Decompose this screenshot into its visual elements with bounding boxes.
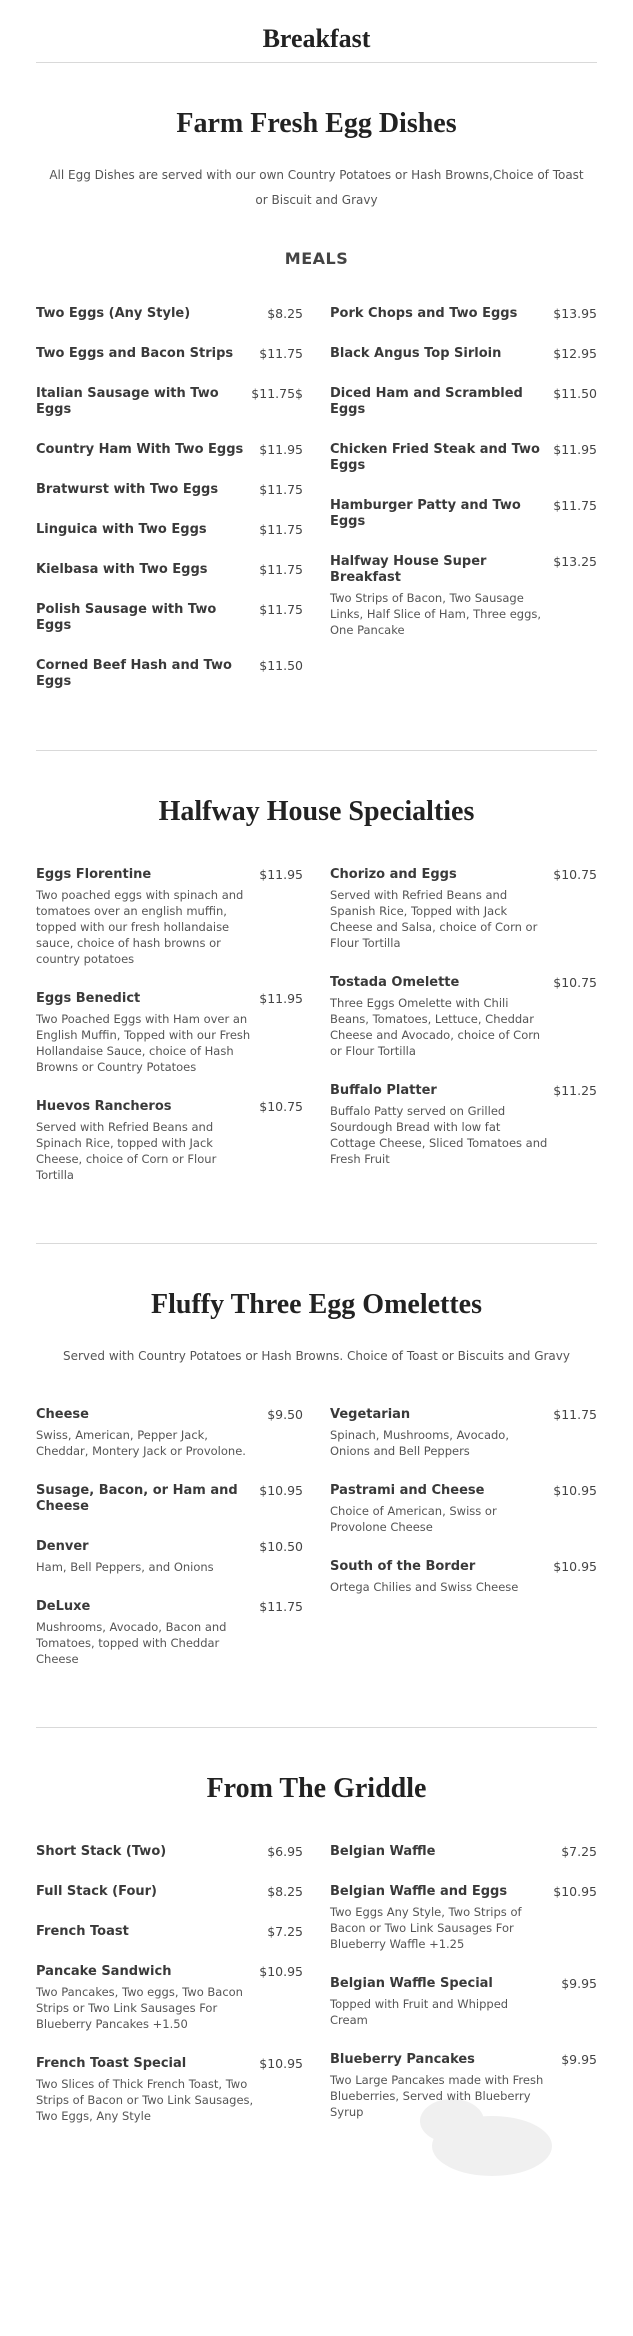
menu-item-name: Hamburger Patty and Two Eggs <box>330 498 521 529</box>
menu-item-price: $9.95 <box>561 2052 597 2067</box>
menu-column-left <box>36 306 303 714</box>
menu-sections <box>36 62 597 2168</box>
menu-item-name: Short Stack (Two) <box>36 1844 167 1859</box>
menu-item-name: Chorizo and Eggs <box>330 867 457 882</box>
menu-item-price: $12.95 <box>553 346 597 361</box>
menu-item <box>36 442 303 458</box>
menu-item-price: $6.95 <box>267 1844 303 1859</box>
menu-item <box>330 975 597 1059</box>
menu-item-price: $10.95 <box>259 1483 303 1498</box>
menu-item <box>36 1483 303 1515</box>
menu-columns <box>36 306 597 714</box>
menu-item <box>36 1884 303 1900</box>
menu-item-description: Choice of American, Swiss or Provolone Cheese <box>330 1504 497 1534</box>
menu-item-text <box>330 1976 548 2028</box>
menu-item <box>36 602 303 634</box>
menu-item-description: Mushrooms, Avocado, Bacon and Tomatoes, topped with Cheddar Cheese <box>36 1620 227 1666</box>
menu-item-name: French Toast Special <box>36 2056 187 2071</box>
menu-item-description: Spinach, Mushrooms, Avocado, Onions and Bell Peppers <box>330 1428 509 1458</box>
menu-item-price: $10.95 <box>553 1559 597 1574</box>
menu-item-price: $11.75 <box>259 602 303 617</box>
menu-item <box>36 1099 303 1183</box>
menu-item-text <box>36 386 251 418</box>
menu-item-name: Full Stack (Four) <box>36 1884 157 1899</box>
menu-item <box>330 386 597 418</box>
menu-item <box>36 1844 303 1860</box>
menu-item-price: $11.95 <box>259 442 303 457</box>
menu-item-name: Black Angus Top Sirloin <box>330 346 502 361</box>
menu-item-price: $11.75 <box>553 498 597 513</box>
menu-item-description: Ham, Bell Peppers, and Onions <box>36 1560 214 1574</box>
menu-item-description: Three Eggs Omelette with Chili Beans, Tomatoes, Lettuce, Cheddar Cheese and Avocado, choice of Corn or Flour Tortilla <box>330 996 541 1058</box>
menu-item-text <box>36 442 254 458</box>
menu-item-name: Country Ham With Two Eggs <box>36 442 244 457</box>
menu-item-price: $10.95 <box>553 1483 597 1498</box>
menu-item-price: $11.95 <box>259 867 303 882</box>
menu-item-description: Served with Refried Beans and Spinach Rice, topped with Jack Cheese, choice of Corn or Flour Tortilla <box>36 1120 217 1182</box>
menu-item-price: $11.25 <box>553 1083 597 1098</box>
menu-item <box>36 522 303 538</box>
menu-item-text <box>36 602 254 634</box>
menu-item-name: Halfway House Super Breakfast <box>330 554 487 585</box>
menu-item-price: $11.95 <box>259 991 303 1006</box>
menu-item-price: $11.75 <box>553 1407 597 1422</box>
menu-item-text <box>330 1884 548 1952</box>
menu-item-text <box>330 1083 548 1167</box>
menu-item-name: Two Eggs (Any Style) <box>36 306 191 321</box>
menu-item-text <box>36 867 254 967</box>
menu-item-name: Pork Chops and Two Eggs <box>330 306 518 321</box>
menu-item-price: $10.50 <box>259 1539 303 1554</box>
menu-item <box>36 1539 303 1575</box>
menu-item-text <box>36 1964 254 2032</box>
menu-item-text <box>36 1884 254 1900</box>
menu-item-text <box>36 482 254 498</box>
menu-item-text <box>36 562 254 578</box>
menu-item-price: $10.95 <box>259 2056 303 2071</box>
menu-item <box>330 1884 597 1952</box>
menu-item <box>330 1483 597 1535</box>
menu-item-text <box>36 346 254 362</box>
menu-item-name: Corned Beef Hash and Two Eggs <box>36 658 232 689</box>
menu-column-right <box>330 306 597 714</box>
menu-section <box>36 1243 597 1727</box>
menu-item-text <box>330 306 548 322</box>
menu-item-text <box>36 522 254 538</box>
menu-item-name: Buffalo Platter <box>330 1083 437 1098</box>
menu-item-name: Vegetarian <box>330 1407 411 1422</box>
menu-item-text <box>36 306 254 322</box>
menu-item-description: Two Pancakes, Two eggs, Two Bacon Strips or Two Link Sausages For Blueberry Pancakes +1.50 <box>36 1985 243 2031</box>
menu-item-text <box>36 2056 254 2124</box>
menu-item-price: $10.75 <box>259 1099 303 1114</box>
menu-item-name: Susage, Bacon, or Ham and Cheese <box>36 1483 238 1514</box>
menu-item-text <box>36 1099 254 1183</box>
menu-item <box>36 306 303 322</box>
menu-item-text <box>330 498 548 530</box>
menu-item-description: Served with Refried Beans and Spanish Rice, Topped with Jack Cheese and Salsa, choice of Corn or Flour Tortilla <box>330 888 538 950</box>
menu-item-description: Two poached eggs with spinach and tomatoes over an english muffin, topped with our fresh hollandaise sauce, choice of hash browns or country potatoes <box>36 888 244 966</box>
menu-item-description: Ortega Chilies and Swiss Cheese <box>330 1580 519 1594</box>
menu-item-description: Two Strips of Bacon, Two Sausage Links, Half Slice of Ham, Three eggs, One Pancake <box>330 591 542 637</box>
menu-item-price: $11.75$ <box>251 386 303 401</box>
menu-item-name: Belgian Waffle and Eggs <box>330 1884 508 1899</box>
menu-item-text <box>330 1559 548 1595</box>
menu-item-price: $8.25 <box>267 1884 303 1899</box>
menu-item-name: Linguica with Two Eggs <box>36 522 207 537</box>
menu-item-description: Two Large Pancakes made with Fresh Blueberries, Served with Blueberry Syrup <box>330 2073 544 2119</box>
menu-item-name: Eggs Benedict <box>36 991 141 1006</box>
menu-item <box>330 554 597 638</box>
section-title: Farm Fresh Egg Dishes <box>176 108 457 139</box>
menu-item-name: Belgian Waffle <box>330 1844 436 1859</box>
menu-item <box>330 498 597 530</box>
menu-item-text <box>330 1483 548 1535</box>
menu-item-description: Topped with Fruit and Whipped Cream <box>330 1997 509 2027</box>
menu-item <box>36 1924 303 1940</box>
menu-item-name: Polish Sausage with Two Eggs <box>36 602 217 633</box>
section-note: All Egg Dishes are served with our own Country Potatoes or Hash Browns,Choice of Toast or Biscuit and Gravy <box>49 168 584 207</box>
menu-item-text <box>330 1407 548 1459</box>
menu-item <box>36 482 303 498</box>
menu-item-text <box>330 975 548 1059</box>
menu-item <box>36 1599 303 1667</box>
menu-item <box>36 1964 303 2032</box>
menu-column-right <box>330 1407 597 1691</box>
menu-item-name: Pancake Sandwich <box>36 1964 172 1979</box>
menu-item-price: $11.75 <box>259 522 303 537</box>
menu-item-name: Tostada Omelette <box>330 975 460 990</box>
menu-item-price: $11.75 <box>259 562 303 577</box>
menu-item-text <box>36 1844 254 1860</box>
menu-item <box>330 1976 597 2028</box>
menu-item <box>36 2056 303 2124</box>
menu-item-price: $13.25 <box>553 554 597 569</box>
menu-item-price: $9.95 <box>561 1976 597 1991</box>
menu-item-name: Blueberry Pancakes <box>330 2052 475 2067</box>
menu-item-name: Cheese <box>36 1407 89 1422</box>
menu-item-text <box>36 1599 254 1667</box>
menu-item <box>330 442 597 474</box>
menu-item-name: Diced Ham and Scrambled Eggs <box>330 386 523 417</box>
page-title: Breakfast <box>262 24 371 53</box>
menu-column-left <box>36 867 303 1207</box>
menu-item-text <box>36 1539 254 1575</box>
menu-item <box>36 867 303 967</box>
menu-item <box>330 1844 597 1860</box>
menu-item <box>330 306 597 322</box>
menu-item-name: Two Eggs and Bacon Strips <box>36 346 234 361</box>
menu-item-text <box>36 1407 254 1459</box>
menu-item-price: $10.75 <box>553 975 597 990</box>
menu-item-price: $8.25 <box>267 306 303 321</box>
menu-item-text <box>36 658 254 690</box>
menu-item <box>36 346 303 362</box>
menu-item-price: $7.25 <box>561 1844 597 1859</box>
menu-item-description: Swiss, American, Pepper Jack, Cheddar, Montery Jack or Provolone. <box>36 1428 246 1458</box>
menu-item-text <box>330 554 548 638</box>
section-subtitle: MEALS <box>284 249 349 268</box>
menu-item-text <box>36 1924 254 1940</box>
menu-item <box>330 1559 597 1595</box>
menu-item-name: Italian Sausage with Two Eggs <box>36 386 219 417</box>
menu-item-name: Bratwurst with Two Eggs <box>36 482 219 497</box>
menu-item-price: $7.25 <box>267 1924 303 1939</box>
menu-item <box>36 386 303 418</box>
menu-item-text <box>330 346 548 362</box>
menu-item <box>36 991 303 1075</box>
menu-item-description: Two Eggs Any Style, Two Strips of Bacon or Two Link Sausages For Blueberry Waffle +1.25 <box>330 1905 522 1951</box>
menu-item-name: Kielbasa with Two Eggs <box>36 562 208 577</box>
menu-item-price: $13.95 <box>553 306 597 321</box>
menu-item-price: $11.75 <box>259 482 303 497</box>
menu-section <box>36 62 597 750</box>
menu-item-name: Belgian Waffle Special <box>330 1976 493 1991</box>
menu-item-name: Chicken Fried Steak and Two Eggs <box>330 442 540 473</box>
menu-item-price: $11.95 <box>553 442 597 457</box>
menu-item-price: $10.95 <box>259 1964 303 1979</box>
menu-item-price: $11.75 <box>259 1599 303 1614</box>
menu-item <box>330 1083 597 1167</box>
menu-item-price: $11.50 <box>259 658 303 673</box>
menu-item <box>330 346 597 362</box>
menu-columns <box>36 867 597 1207</box>
menu-column-right <box>330 867 597 1207</box>
menu-item <box>330 1407 597 1459</box>
menu-item-price: $10.75 <box>553 867 597 882</box>
menu-item-description: Buffalo Patty served on Grilled Sourdough Bread with low fat Cottage Cheese, Sliced Tomatoes and Fresh Fruit <box>330 1104 548 1166</box>
menu-item-text <box>36 991 254 1075</box>
menu-item-description: Two Poached Eggs with Ham over an English Muffin, Topped with our Fresh Hollandaise Sauce, choice of Hash Browns or Country Potatoes <box>36 1012 251 1074</box>
menu-item <box>36 1407 303 1459</box>
menu-column-left <box>36 1407 303 1691</box>
section-note: Served with Country Potatoes or Hash Browns. Choice of Toast or Biscuits and Gravy <box>63 1349 570 1363</box>
menu-item-text <box>36 1483 254 1515</box>
menu-item-price: $11.75 <box>259 346 303 361</box>
menu-item-price: $11.50 <box>553 386 597 401</box>
section-title: Halfway House Specialties <box>158 796 475 827</box>
menu-item <box>330 867 597 951</box>
menu-item-name: South of the Border <box>330 1559 476 1574</box>
menu-item <box>36 562 303 578</box>
menu-item-name: Eggs Florentine <box>36 867 152 882</box>
menu-item-description: Two Slices of Thick French Toast, Two Strips of Bacon or Two Link Sausages, Two Eggs, Any Style <box>36 2077 254 2123</box>
section-title: From The Griddle <box>206 1773 427 1804</box>
menu-item-price: $9.50 <box>267 1407 303 1422</box>
menu-item-price: $10.95 <box>553 1884 597 1899</box>
menu-item-name: Huevos Rancheros <box>36 1099 172 1114</box>
menu-item <box>36 658 303 690</box>
menu-column-left <box>36 1844 303 2148</box>
menu-columns <box>36 1407 597 1691</box>
menu-item-name: DeLuxe <box>36 1599 91 1614</box>
menu-section <box>36 750 597 1243</box>
menu-item-name: French Toast <box>36 1924 129 1939</box>
menu-item-text <box>330 442 548 474</box>
menu-item-text <box>330 867 548 951</box>
menu-item-text <box>330 386 548 418</box>
menu-item-name: Pastrami and Cheese <box>330 1483 485 1498</box>
menu-item-name: Denver <box>36 1539 89 1554</box>
section-title: Fluffy Three Egg Omelettes <box>150 1289 482 1320</box>
menu-item-text <box>330 1844 548 1860</box>
watermark-logo <box>382 2076 582 2186</box>
